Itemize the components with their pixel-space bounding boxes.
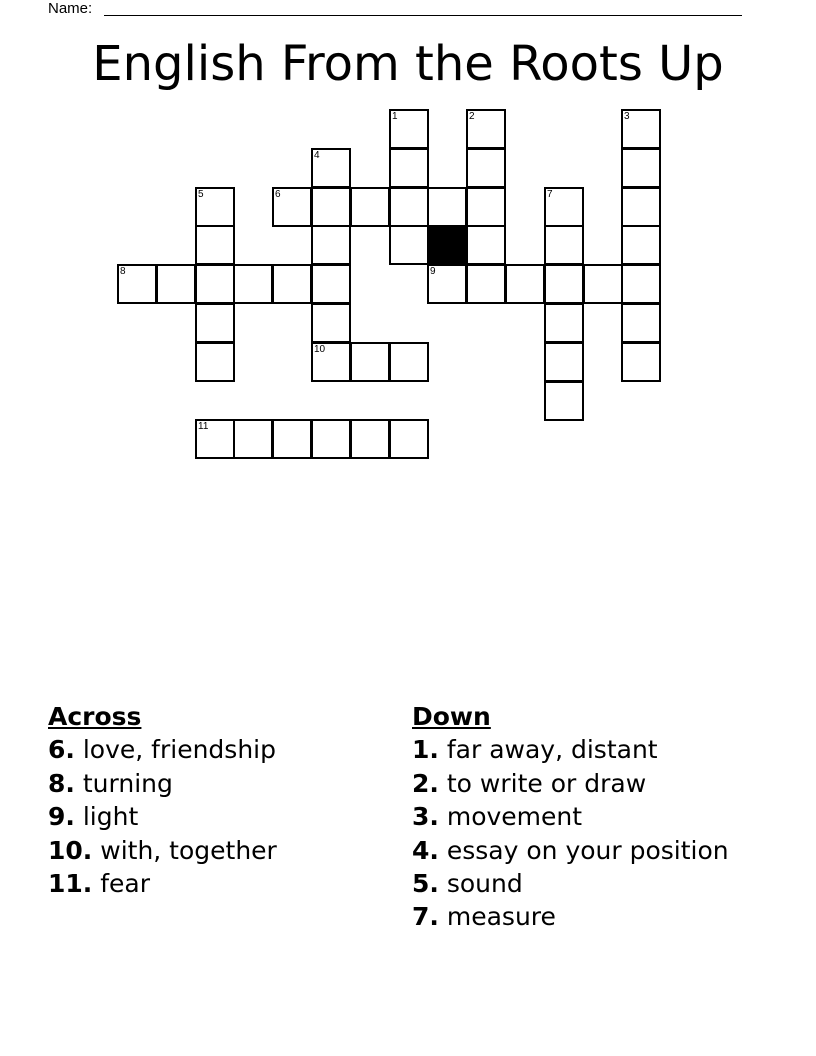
clue-text: love, friendship: [82, 735, 276, 765]
crossword-cell[interactable]: [544, 303, 584, 343]
clue-number: 11.: [48, 869, 93, 899]
crossword-cell[interactable]: [350, 187, 390, 227]
crossword-cell[interactable]: [544, 342, 584, 382]
crossword-cell[interactable]: [311, 303, 351, 343]
crossword-cell[interactable]: [544, 381, 584, 421]
cell-number: 2: [469, 111, 475, 122]
clue-text: essay on your position: [446, 835, 729, 865]
crossword-cell[interactable]: [583, 264, 623, 304]
page-title: English From the Roots Up: [92, 36, 724, 92]
down-clue: [412, 800, 772, 833]
crossword-cell[interactable]: [427, 187, 467, 227]
cell-number: 1: [392, 111, 398, 122]
clue-number: 6.: [48, 735, 75, 765]
down-clue: [412, 733, 772, 766]
crossword-cell[interactable]: [233, 419, 273, 459]
crossword-cell[interactable]: [117, 264, 157, 304]
crossword-cell[interactable]: [272, 187, 312, 227]
crossword-cell[interactable]: [156, 264, 196, 304]
across-clue: [48, 867, 408, 900]
clue-number: 8.: [48, 768, 75, 798]
clue-text: measure: [446, 902, 556, 932]
clue-number: 10.: [48, 835, 93, 865]
crossword-cell[interactable]: [466, 225, 506, 265]
down-clue: [412, 767, 772, 800]
crossword-cell[interactable]: [195, 342, 235, 382]
crossword-cell[interactable]: [195, 187, 235, 227]
crossword-cell[interactable]: [272, 419, 312, 459]
clue-text: with, together: [100, 835, 277, 865]
across-clue: [48, 800, 408, 833]
crossword-cell[interactable]: [311, 419, 351, 459]
across-heading: Across: [48, 702, 142, 731]
clue-text: movement: [446, 802, 583, 832]
crossword-cell[interactable]: [621, 148, 661, 188]
cell-number: 3: [624, 111, 630, 122]
clue-number: 9.: [48, 802, 75, 832]
crossword-cell[interactable]: [311, 187, 351, 227]
crossword-cell[interactable]: [621, 303, 661, 343]
clue-text: light: [82, 802, 139, 832]
crossword-cell[interactable]: [544, 225, 584, 265]
crossword-grid: [0, 0, 816, 470]
clue-text: turning: [82, 768, 173, 798]
crossword-cell[interactable]: [621, 187, 661, 227]
clue-text: fear: [100, 869, 151, 899]
across-clues: [48, 700, 408, 900]
cell-number: 5: [198, 189, 204, 200]
crossword-cell[interactable]: [389, 225, 429, 265]
crossword-cell[interactable]: [389, 187, 429, 227]
down-clue: [412, 834, 772, 867]
crossword-cell[interactable]: [311, 225, 351, 265]
crossword-cell[interactable]: [621, 225, 661, 265]
crossword-cell[interactable]: [311, 264, 351, 304]
crossword-cell[interactable]: [621, 342, 661, 382]
down-clue: [412, 867, 772, 900]
cell-number: 8: [120, 266, 126, 277]
clue-number: 3.: [412, 802, 439, 832]
crossword-cell[interactable]: [195, 225, 235, 265]
crossword-cell[interactable]: [233, 264, 273, 304]
clue-number: 2.: [412, 768, 439, 798]
across-clue: [48, 733, 408, 766]
clue-number: 5.: [412, 869, 439, 899]
crossword-cell[interactable]: [466, 264, 506, 304]
crossword-cell[interactable]: [389, 109, 429, 149]
crossword-cell[interactable]: [621, 109, 661, 149]
name-label: Name:: [48, 0, 93, 17]
crossword-block: [427, 225, 467, 265]
down-clues: [412, 700, 772, 934]
crossword-cell[interactable]: [389, 148, 429, 188]
crossword-cell[interactable]: [389, 419, 429, 459]
crossword-cell[interactable]: [389, 342, 429, 382]
down-clue: [412, 900, 772, 933]
crossword-cell[interactable]: [427, 264, 467, 304]
cell-number: 4: [314, 150, 320, 161]
crossword-cell[interactable]: [466, 109, 506, 149]
crossword-cell[interactable]: [311, 148, 351, 188]
across-clue: [48, 834, 408, 867]
across-clue: [48, 767, 408, 800]
crossword-cell[interactable]: [544, 264, 584, 304]
crossword-cell[interactable]: [311, 342, 351, 382]
clue-number: 1.: [412, 735, 439, 765]
crossword-cell[interactable]: [195, 264, 235, 304]
cell-number: 6: [275, 189, 281, 200]
crossword-cell[interactable]: [272, 264, 312, 304]
crossword-cell[interactable]: [621, 264, 661, 304]
clue-number: 7.: [412, 902, 439, 932]
crossword-cell[interactable]: [466, 187, 506, 227]
crossword-cell[interactable]: [195, 303, 235, 343]
clue-text: far away, distant: [446, 735, 658, 765]
crossword-cell[interactable]: [350, 419, 390, 459]
clue-number: 4.: [412, 835, 439, 865]
cell-number: 10: [314, 344, 326, 355]
clue-text: sound: [446, 869, 523, 899]
cell-number: 11: [198, 421, 209, 432]
crossword-cell[interactable]: [350, 342, 390, 382]
clue-text: to write or draw: [446, 768, 647, 798]
cell-number: 7: [547, 189, 553, 200]
crossword-cell[interactable]: [505, 264, 545, 304]
down-heading: Down: [412, 702, 491, 731]
cell-number: 9: [430, 266, 436, 277]
crossword-cell[interactable]: [195, 419, 235, 459]
crossword-cell[interactable]: [544, 187, 584, 227]
crossword-cell[interactable]: [466, 148, 506, 188]
